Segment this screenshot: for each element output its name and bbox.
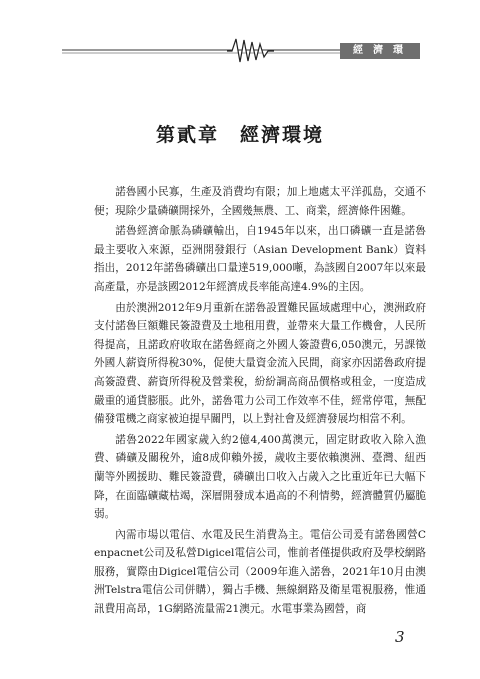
paragraph: 內需市場以電信、水電及民生消費為主。電信公司爰有諾魯國營Cenpacnet公司及私營Digicel電信公司，惟前者僅提供政府及學校網路服務，實際由Digicel電信公司（2009年進入諾魯，2021年10月由澳洲Telstra電信公司併購），獨占手機、無線網路及衛星電視服務，惟通訊費用高昂，1G網路流量需21澳元。水電事業為國營，商 (94, 528, 426, 616)
page-number: 3 (395, 628, 405, 646)
section-label: 經濟環境 (340, 43, 420, 59)
paragraph: 諾魯經濟命脈為磷礦輸出，自1945年以來，出口磷礦一直是諾魯最主要收入來源，亞洲開發銀行（Asian Development Bank）資料指出，2012年諾魯磷礦出口量達519,000噸，為該國自2007年以來最高產量，亦是該國2012年經濟成長率能高達4.9%的主因。 (94, 225, 426, 293)
running-header (62, 36, 420, 72)
chapter-title: 第貳章 經濟環境 (155, 124, 324, 146)
paragraph: 諾魯國小民寡，生產及消費均有限；加上地處太平洋孤島，交通不便；現除少量磷礦開採外，全國幾無農、工、商業，經濟條件困難。 (94, 186, 426, 217)
paragraph: 諾魯2022年國家歲入約2億4,400萬澳元，固定財政收入除入漁費、磷礦及關稅外，逾8成仰賴外援，歲收主要依賴澳洲、臺灣、紐西蘭等外國援助、難民簽證費，磷礦出口收入占歲入之比重近年已大幅下降，在面臨礦藏枯竭，深層開發成本過高的不利情勢，經濟體質仍屬脆弱。 (94, 433, 426, 521)
body-text (94, 183, 426, 621)
paragraph: 由於澳洲2012年9月重新在諾魯設置難民區域處理中心，澳洲政府支付諾魯巨額難民簽證費及土地租用費，並帶來大量工作機會，人民所得提高，且諾政府收取在諾魯經商之外國人簽證費6,050澳元，另課徵外國人薪資所得稅30%，促使大量資金流入民間，商家亦因諾魯政府提高簽證費、薪資所得稅及營業稅，紛紛調高商品價格或租金，一度造成嚴重的通貨膨脹。此外，諾魯電力公司工作效率不佳，經常停電，無配備發電機之商家被迫提早關門，以上對社會及經濟發展均相當不利。 (94, 301, 426, 426)
